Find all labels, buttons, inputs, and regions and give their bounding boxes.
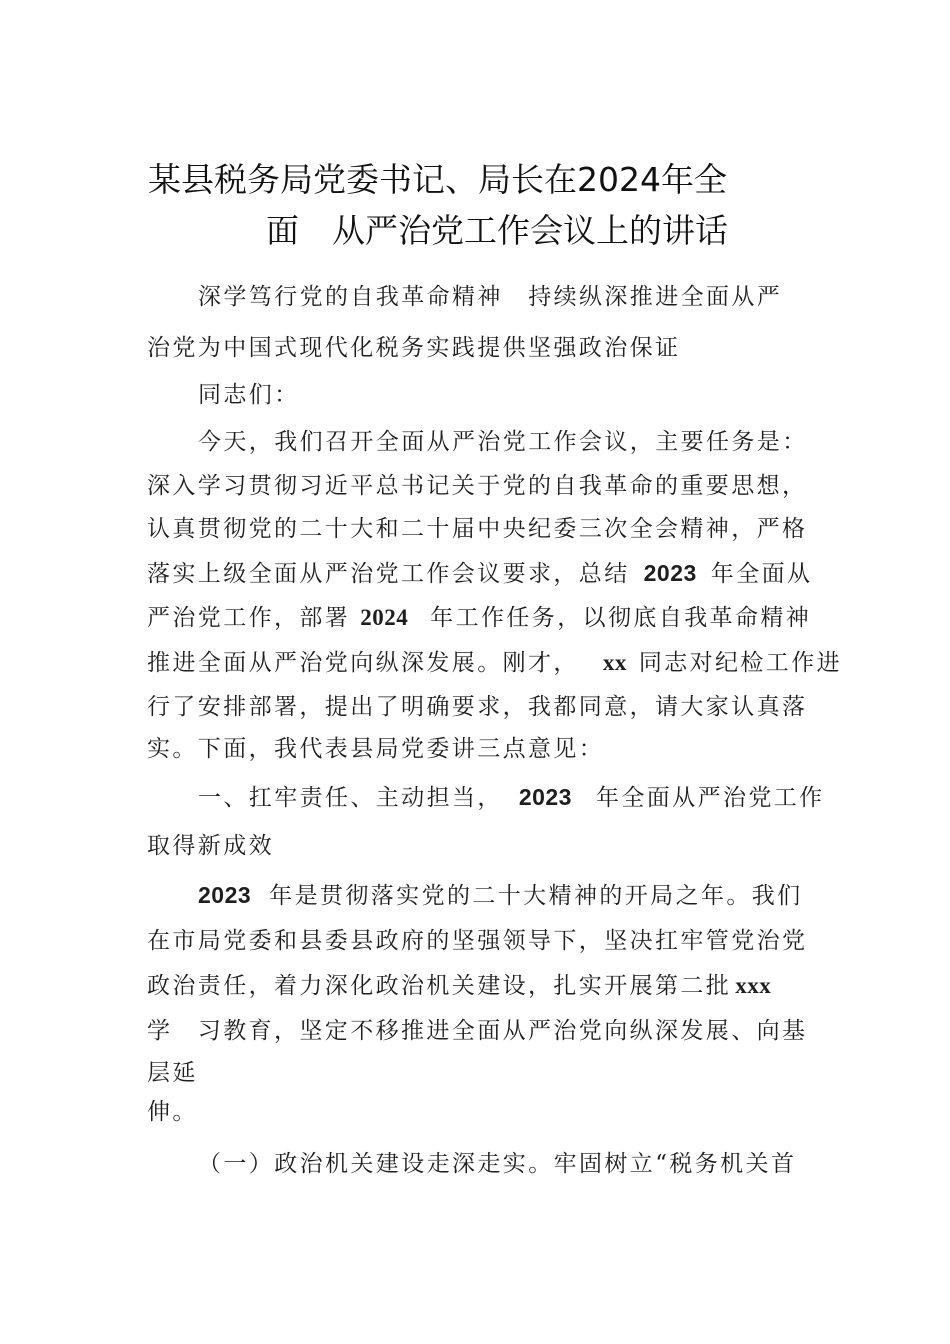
section-1-year-2023: 2023 [518,784,572,810]
para-2-line-4: 学 习教育，坚定不移推进全面从严治党向纵深发展、向基 [147,1018,808,1044]
intro-xx: xx [602,650,627,675]
para-2-line-2: 在市局党委和县委县政府的坚强领导下，坚决扛牢管党治党 [147,928,808,954]
para-2-line-5: 层延 [147,1060,198,1086]
document-title-line-2: 面 从严治党工作会议上的讲话 [266,211,728,250]
subtitle-line-2: 治党为中国式现代化税务实践提供坚强政治保证 [147,335,681,361]
para-2-line-3-text: 政治责任，着力深化政治机关建设，扎实开展第二批 [147,973,732,999]
salutation: 同志们： [198,382,300,408]
para-2-year-2023: 2023 [198,882,252,908]
section-1-heading-line-2: 取得新成效 [147,833,274,859]
intro-year-2024: 2024 [360,605,409,630]
subsection-1-heading: （一）政治机关建设走深走实。牢固树立“税务机关首 [198,1151,797,1177]
intro-line-5-text-c: 年工作任务，以彻底自我革命精神 [430,605,812,631]
para-2-xxx: xxx [735,973,772,998]
intro-line-4-text-c: 年全面从 [710,561,813,587]
intro-line-4 [147,558,812,589]
intro-line-7: 行了安排部署，提出了明确要求，我都同意，请大家认真落 [147,694,808,720]
intro-line-6 [147,648,842,678]
section-1-heading-text-a: 一、扛牢责任、主动担当， [198,785,503,811]
intro-line-4-text-a: 落实上级全面从严治党工作会议要求，总结 [147,561,630,587]
intro-line-1: 今天，我们召开全面从严治党工作会议，主要任务是： [198,429,808,455]
intro-line-3: 认真贯彻党的二十大和二十届中央纪委三次全会精神，严格 [147,516,808,542]
intro-line-6-text-a: 推进全面从严治党向纵深发展。刚才， [147,650,579,676]
intro-line-5 [147,603,811,633]
section-1-heading-line-1 [198,782,825,813]
intro-year-2023: 2023 [643,560,697,586]
intro-line-5-text-a: 严治党工作，部署 [147,605,351,631]
para-2-line-3 [147,971,771,1001]
para-2-line-1 [198,880,803,911]
intro-line-8: 实。下面，我代表县局党委讲三点意见： [147,736,605,762]
intro-line-6-text-c: 同志对纪检工作进 [638,650,843,676]
para-2-line-6: 伸。 [147,1099,198,1125]
document-title-line-1: 某县税务局党委书记、局长在2024年全 [148,160,727,199]
subtitle-line-1: 深学笃行党的自我革命精神 持续纵深推进全面从严 [198,284,783,310]
para-2-line-1-text: 年是贯彻落实党的二十大精神的开局之年。我们 [269,883,803,909]
intro-line-2: 深入学习贯彻习近平总书记关于党的自我革命的重要思想， [147,473,808,499]
section-1-heading-text-c: 年全面从严治党工作 [595,785,825,811]
